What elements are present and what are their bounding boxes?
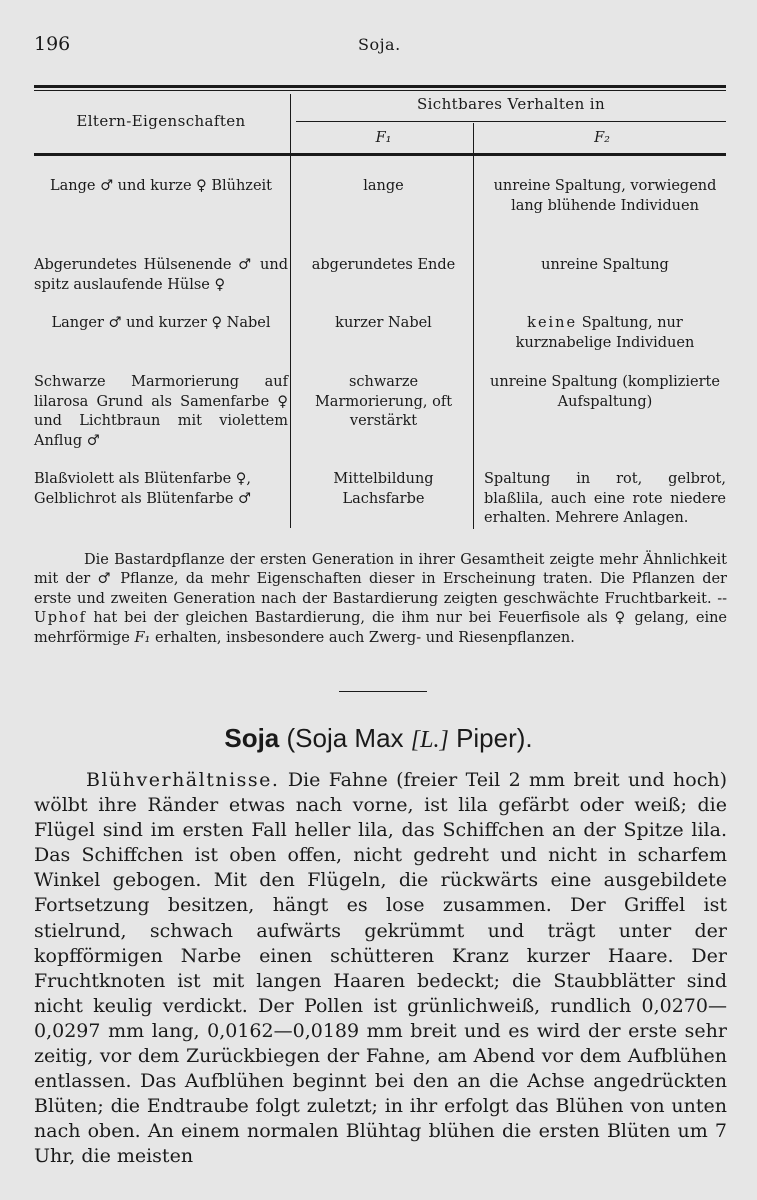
table-row-3-f2-rest: Spaltung, nur kurznabelige Individuen (515, 315, 695, 351)
table-row-4-f1: schwarze Marmorierung, oft verstärkt (314, 374, 453, 429)
note-f1: F₁ (134, 629, 151, 646)
note-text-2: hat bei der gleichen Bastardierung, die ihm nur bei Feuerfisole als ♀ gelang, eine mehrförmige (34, 610, 727, 646)
emphasis-keine: keine (527, 315, 578, 331)
table-col-divider-2 (473, 123, 474, 529)
table-row-5-f1: Mittelbildung Lachsfarbe (333, 471, 434, 507)
section-divider (339, 691, 427, 692)
note-paragraph (34, 551, 727, 648)
table-row-5-f2: Spaltung in rot, gelbrot, blaßlila, auch eine rote niedere erhalten. Mehrere Anlagen. (484, 471, 726, 526)
table-row-3-parent: Langer ♂ und kurzer ♀ Nabel (51, 315, 271, 331)
table-subheader-rule (296, 121, 726, 122)
section-title (0, 723, 757, 754)
running-title: Soja. (358, 35, 401, 54)
table-row-1-f1: lange (363, 178, 404, 194)
header-f2: F₂ (594, 130, 610, 146)
author-uphof: Uphof (34, 610, 87, 627)
header-f1: F₁ (375, 130, 392, 146)
title-genus: Soja (224, 723, 280, 753)
title-species: (Soja Max (286, 723, 404, 753)
body-text: Die Fahne (freier Teil 2 mm breit und hoch) wölbt ihre Ränder etwas nach vorne, ist lila gefärbt oder weiß; die Flügel sind im ersten Fall heller lila, das Schiffchen an der Spitze lila. Das Schiffchen ist oben offen, nicht gedreht und nicht in scharfem Winkel gebogen. Mit den Flügeln, die rückwärts eine ausgebildete Fortsetzung besitzen, hängt es lose zusammen. Der Griffel ist stielrund, schwach aufwärts gekrümmt und trägt unter der kopfförmigen Narbe einen schütteren Kranz kurzer Haare. Der Fruchtknoten ist mit langen Haaren bedeckt; die Staubblätter sind nicht keulig verdickt. Der Pollen ist grünlichweiß, rundlich 0,0270—0,0297 mm lang, 0,0162—0,0189 mm breit und es wird der erste sehr zeitig, vor dem Zurückbiegen der Fahne, am Abend vor dem Aufblühen entlassen. Das Aufblühen beginnt bei den an die Achse angedrückten Blüten; die Endtraube folgt zuletzt; in ihr erfolgt das Blühen von unten nach oben. An einem normalen Blühtag blühen die ersten Blüten um 7 Uhr, die meisten (34, 769, 727, 1168)
table-col-divider-1 (290, 94, 291, 528)
table-note (34, 551, 727, 648)
table-row-4-f2: unreine Spaltung (komplizierte Aufspaltung) (490, 374, 720, 410)
table-header-rule (34, 153, 726, 156)
table-row-1-parent: Lange ♂ und kurze ♀ Blühzeit (49, 178, 272, 194)
table-top-rule (34, 85, 726, 91)
title-authority: [L.] (410, 727, 449, 753)
header-visible-behaviour: Sichtbares Verhalten in (416, 95, 606, 113)
header-parent-traits: Eltern-Eigenschaften (76, 112, 246, 130)
body-paragraph (34, 768, 727, 1170)
note-text-1: Die Bastardpflanze der ersten Generation in ihrer Gesamtheit zeigte mehr Ähnlichkeit mit der ♂ Pflanze, da mehr Eigenschaften dieser in Erscheinung traten. Die Pflanzen der erste und zweiten Generation nach der Bastardierung zeigten geschwächte Fruchtbarkeit. -- (34, 552, 727, 607)
lead-heading: Blühverhältnisse. (86, 769, 280, 791)
table-row-2-parent: Abgerundetes Hülsenende ♂ und spitz auslaufende Hülse ♀ (34, 257, 288, 293)
table-row-2-f1: abgerundetes Ende (311, 257, 456, 273)
title-author: Piper). (456, 723, 533, 753)
main-text (34, 768, 727, 1170)
table-row-5-parent: Blaßviolett als Blütenfarbe ♀, Gelblichrot als Blütenfarbe ♂ (34, 471, 252, 507)
note-text-3: erhalten, insbesondere auch Zwerg- und Riesenpflanzen. (154, 629, 575, 646)
table-row-4-parent: Schwarze Marmorierung auf lilarosa Grund als Samenfarbe ♀ und Lichtbraun mit violettem Anflug ♂ (34, 374, 288, 449)
table-row-1-f2: unreine Spaltung, vorwiegend lang blühende Individuen (493, 178, 717, 214)
table-row-2-f2: unreine Spaltung (541, 257, 669, 273)
table-row-3-f1: kurzer Nabel (335, 315, 432, 331)
table-row-3-f2 (484, 314, 726, 353)
page-number: 196 (34, 33, 71, 55)
